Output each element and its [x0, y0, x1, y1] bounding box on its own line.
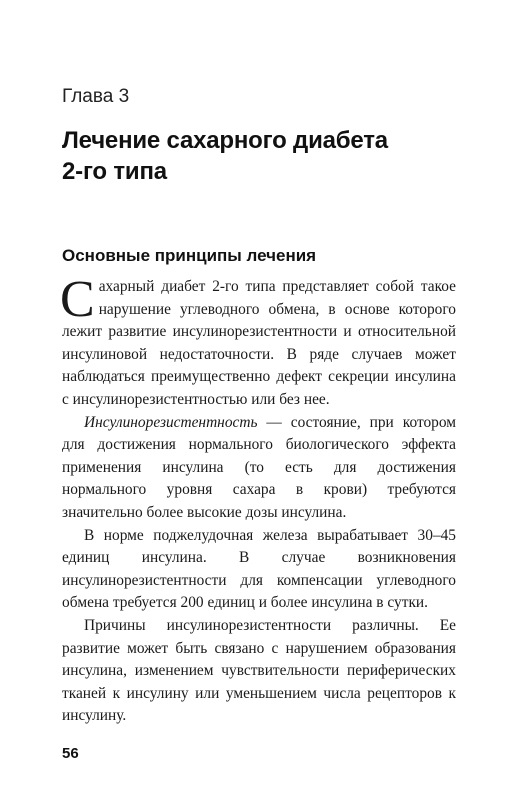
- paragraph-1: [60, 271, 456, 412]
- paragraph-2-text: — состояние, при котором для достижения нормального биологического эффекта применения инсулина (то есть для достижения нормального уровня сахара в крови) требуются значительно более высокие дозы инсулина.: [62, 413, 456, 521]
- paragraph-3: В норме поджелудочная железа вырабатывает 30–45 единиц инсулина. В случае возникновения инсулинорезистентности для компенсации углеводного обмена требуется 200 единиц и более инсулина в сутки.: [62, 526, 456, 612]
- chapter-title: [62, 125, 388, 187]
- paragraph-1-text: ахарный диабет 2-го типа представляет собой такое нарушение углеводного обмена, в основе которого лежит развитие инсулинорезистентности и относительной инсулиновой недостаточности. В ряде случаев может наблюдаться преимущественно дефект секреции инсулина с инсулинорезистентностью или без нее.: [62, 278, 456, 408]
- paragraph-2: [62, 412, 456, 525]
- section-heading: Основные принципы лечения: [62, 246, 317, 265]
- drop-cap: С: [60, 271, 95, 328]
- chapter-label: Глава 3: [62, 86, 130, 107]
- chapter-title-line-2: 2-го типа: [62, 158, 167, 185]
- page-number: 56: [62, 745, 79, 762]
- body-text: [60, 271, 456, 728]
- italic-term: Инсулинорезистентность: [84, 413, 258, 431]
- chapter-title-line-1: Лечение сахарного диабета: [62, 127, 388, 154]
- paragraph-4: Причины инсулинорезистентности различны. Ее развитие может быть связано с нарушением образования инсулина, изменением чувствительности периферических тканей к инсулину или уменьшением числа рецепторов к инсулину.: [62, 616, 456, 725]
